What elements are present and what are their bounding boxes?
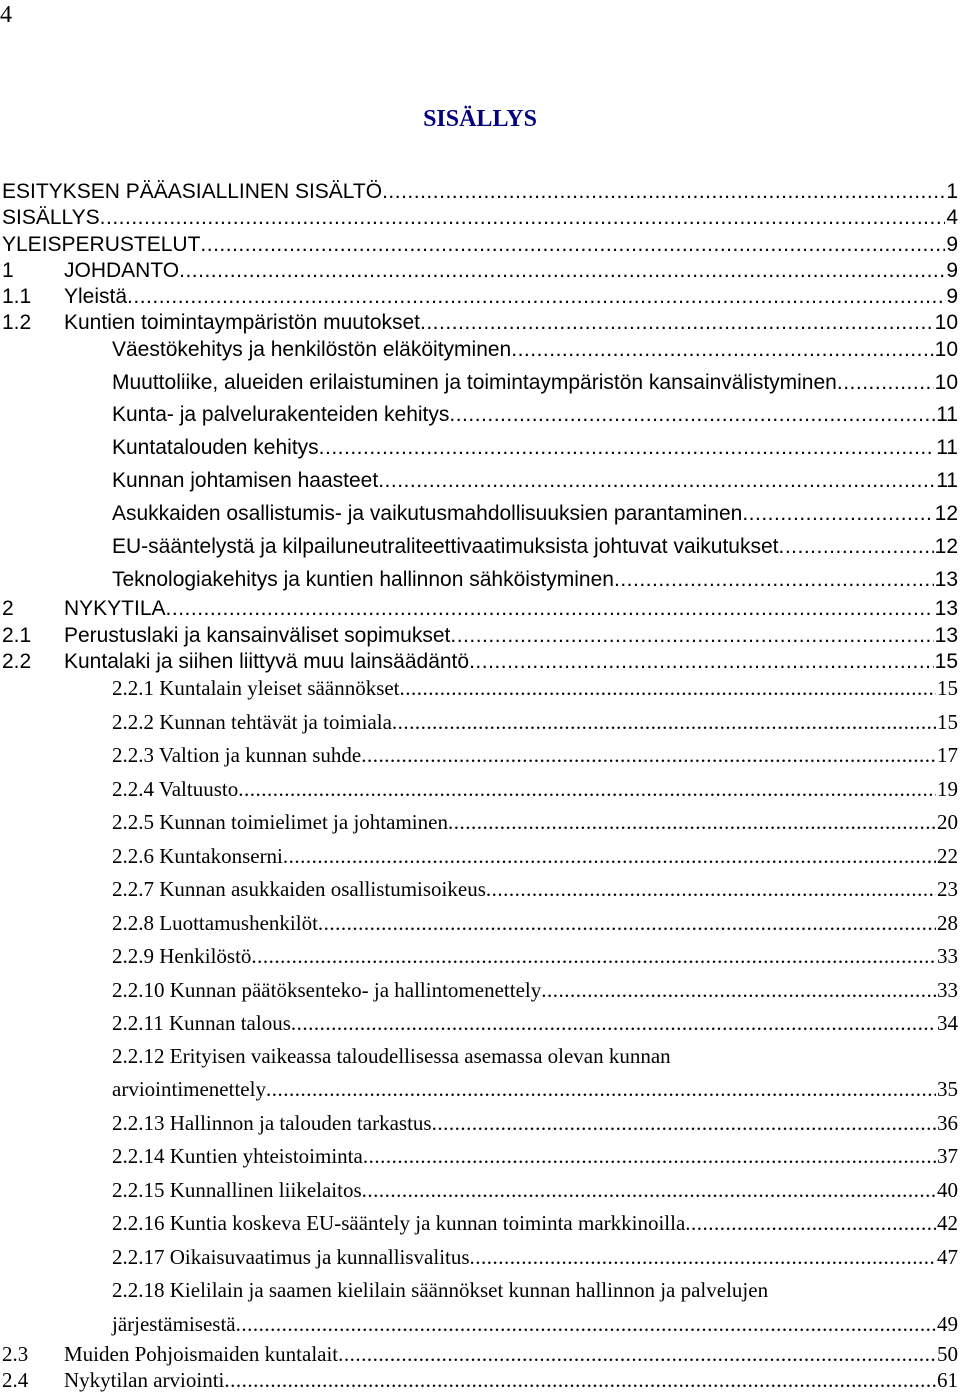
toc-entry-page: 36 <box>937 1111 958 1135</box>
toc-entry-title: Kunta- ja palvelurakenteiden kehitys <box>112 403 450 426</box>
toc-entry-page: 23 <box>937 877 958 901</box>
toc-entry-title: JOHDANTO <box>64 259 180 282</box>
dot-leader <box>392 710 936 735</box>
toc-entry-number: 2.3 <box>2 1342 29 1366</box>
dot-leader <box>127 285 945 309</box>
toc-entry-page: 15 <box>934 650 958 673</box>
toc-entry[interactable] <box>0 1368 958 1398</box>
toc-entry-title: 2.2.17 Oikaisuvaatimus ja kunnallisvalitus <box>112 1245 470 1269</box>
toc-entry[interactable] <box>0 568 958 598</box>
toc-entry-page: 47 <box>937 1245 958 1269</box>
toc-entry[interactable] <box>0 597 958 627</box>
toc-entry-title: Nykytilan arviointi <box>64 1368 225 1392</box>
toc-entry-page: 1 <box>946 180 958 203</box>
toc-entry-page: 13 <box>934 568 958 591</box>
dot-leader <box>100 206 946 230</box>
toc-entry-page: 17 <box>937 743 958 767</box>
dot-leader <box>470 1245 936 1270</box>
toc-entry-title: Muuttoliike, alueiden erilaistuminen ja toimintaympäristön kansainvälistyminen <box>112 371 837 394</box>
dot-leader <box>486 877 936 902</box>
toc-entry-page: 34 <box>937 1011 958 1035</box>
toc-entry[interactable] <box>0 743 958 773</box>
toc-entry[interactable] <box>0 1245 958 1275</box>
toc-entry-title: 2.2.15 Kunnallinen liikelaitos <box>112 1178 362 1202</box>
toc-entry[interactable] <box>0 535 958 565</box>
toc-entry-page: 28 <box>937 911 958 935</box>
toc-entry-page: 15 <box>937 710 958 734</box>
toc-entry-page: 11 <box>936 403 958 426</box>
toc-entry-title: 2.2.18 Kielilain ja saamen kielilain säännökset kunnan hallinnon ja palvelujen <box>112 1278 769 1302</box>
dot-leader <box>450 624 933 648</box>
toc-entry-page: 9 <box>946 233 958 256</box>
toc-entry[interactable] <box>0 911 958 941</box>
dot-leader <box>179 259 945 283</box>
toc-entry-page: 10 <box>934 338 958 361</box>
dot-leader <box>251 944 936 969</box>
toc-entry[interactable] <box>0 844 958 874</box>
dot-leader <box>361 743 936 768</box>
dot-leader <box>291 1011 936 1036</box>
toc-entry[interactable] <box>0 978 958 1008</box>
dot-leader <box>685 1211 936 1236</box>
toc-entry[interactable] <box>0 502 958 532</box>
dot-leader <box>319 436 936 460</box>
toc-entry-page: 13 <box>934 624 958 647</box>
toc-entry-page: 33 <box>937 944 958 968</box>
toc-entry-title: Yleistä <box>64 285 128 308</box>
toc-entry[interactable] <box>0 676 958 706</box>
toc-entry-page: 15 <box>937 676 958 700</box>
dot-leader <box>511 338 933 362</box>
toc-entry[interactable] <box>0 1312 958 1342</box>
toc-entry-page: 22 <box>937 844 958 868</box>
dot-leader <box>378 469 935 493</box>
toc-entry-number: 2.2 <box>2 650 32 673</box>
toc-entry-title: Väestökehitys ja henkilöstön eläköityminen <box>112 338 512 361</box>
dot-leader <box>266 1077 936 1102</box>
dot-leader <box>541 978 936 1003</box>
page-number: 4 <box>0 2 12 28</box>
dot-leader <box>283 844 936 869</box>
toc-entry-number: 2.1 <box>2 624 32 647</box>
toc-entry[interactable] <box>0 311 958 341</box>
toc-entry-number: 2.4 <box>2 1368 29 1392</box>
toc-entry-page: 49 <box>937 1312 958 1336</box>
toc-entry-title: 2.2.10 Kunnan päätöksenteko- ja hallintomenettely <box>112 978 542 1002</box>
toc-entry[interactable] <box>0 371 958 401</box>
toc-entry[interactable] <box>0 1011 958 1041</box>
dot-leader <box>200 233 945 257</box>
toc-entry-title: Kunnan johtamisen haasteet <box>112 469 379 492</box>
toc-entry[interactable] <box>0 710 958 740</box>
toc-entry[interactable] <box>0 877 958 907</box>
toc-entry-page: 20 <box>937 810 958 834</box>
dot-leader <box>338 1342 936 1367</box>
toc-entry-title: Kuntalaki ja siihen liittyvä muu lainsäädäntö <box>64 650 470 673</box>
dot-leader <box>318 911 936 936</box>
toc-entry-title: Teknologiakehitys ja kuntien hallinnon sähköistyminen <box>112 568 614 591</box>
toc-entry-page: 4 <box>946 206 958 229</box>
toc-entry-number: 1.2 <box>2 311 32 334</box>
dot-leader <box>449 403 935 427</box>
toc-entry-title: Muiden Pohjoismaiden kuntalait <box>64 1342 339 1366</box>
toc-entry-title: ESITYKSEN PÄÄASIALLINEN SISÄLTÖ <box>2 180 383 203</box>
dot-leader <box>166 597 934 621</box>
toc-entry-title: 2.2.8 Luottamushenkilöt <box>112 911 318 935</box>
toc-entry-page: 40 <box>937 1178 958 1202</box>
toc-entry-title: NYKYTILA <box>64 597 166 620</box>
dot-leader <box>432 1111 936 1136</box>
toc-entry-title: Kuntien toimintaympäristön muutokset <box>64 311 421 334</box>
toc-entry[interactable] <box>0 1211 958 1241</box>
toc-entry-page: 10 <box>934 311 958 334</box>
toc-entry-title: 2.2.4 Valtuusto <box>112 777 239 801</box>
toc-entry-title: 2.2.16 Kuntia koskeva EU-sääntely ja kunnan toiminta markkinoilla <box>112 1211 686 1235</box>
toc-entry[interactable] <box>0 403 958 433</box>
toc-entry-page: 11 <box>936 436 958 459</box>
toc-entry-title-continuation: arviointimenettely <box>112 1077 266 1101</box>
dot-leader <box>238 777 936 802</box>
toc-entry-title: Kuntatalouden kehitys <box>112 436 319 459</box>
toc-entry-page: 12 <box>934 535 958 558</box>
toc-entry[interactable] <box>0 1111 958 1141</box>
toc-entry-title: YLEISPERUSTELUT <box>2 233 201 256</box>
toc-entry-page: 13 <box>934 597 958 620</box>
toc-entry-title: 2.2.14 Kuntien yhteistoiminta <box>112 1144 363 1168</box>
dot-leader <box>837 371 934 395</box>
toc-entry-title: EU-sääntelystä ja kilpailuneutraliteettivaatimuksista johtuvat vaikutukset <box>112 535 779 558</box>
dot-leader <box>363 1144 936 1169</box>
toc-entry-page: 50 <box>937 1342 958 1366</box>
toc-entry-title: 2.2.13 Hallinnon ja talouden tarkastus <box>112 1111 432 1135</box>
dot-leader <box>779 535 934 559</box>
toc-entry-title: 2.2.2 Kunnan tehtävät ja toimiala <box>112 710 392 734</box>
toc-entry-page: 61 <box>937 1368 958 1392</box>
dot-leader <box>382 180 945 204</box>
toc-entry[interactable] <box>0 810 958 840</box>
toc-entry-title: Asukkaiden osallistumis- ja vaikutusmahdollisuuksien parantaminen <box>112 502 743 525</box>
toc-entry-title: 2.2.7 Kunnan asukkaiden osallistumisoikeus <box>112 877 486 901</box>
toc-entry-title: 2.2.5 Kunnan toimielimet ja johtaminen <box>112 810 448 834</box>
toc-entry-title: 2.2.12 Erityisen vaikeassa taloudellisessa asemassa olevan kunnan <box>112 1044 671 1068</box>
toc-entry[interactable] <box>0 206 958 236</box>
dot-leader <box>448 810 936 835</box>
dot-leader <box>224 1368 936 1393</box>
toc-entry-page: 12 <box>934 502 958 525</box>
toc-entry[interactable] <box>0 1178 958 1208</box>
toc-entry-number: 1 <box>2 259 14 282</box>
toc-entry-page: 19 <box>937 777 958 801</box>
dot-leader <box>420 311 934 335</box>
toc-entry-page: 9 <box>946 259 958 282</box>
toc-entry-page: 42 <box>937 1211 958 1235</box>
page-title: SISÄLLYS <box>423 106 537 132</box>
toc-entry-title: Perustuslaki ja kansainväliset sopimukset <box>64 624 451 647</box>
toc-entry-page: 37 <box>937 1144 958 1168</box>
toc-entry-title-continuation: järjestämisestä <box>112 1312 236 1336</box>
toc-entry[interactable] <box>0 469 958 499</box>
toc-entry-page: 10 <box>934 371 958 394</box>
toc-entry-title: 2.2.9 Henkilöstö <box>112 944 252 968</box>
dot-leader <box>469 650 934 674</box>
toc-entry-page: 11 <box>936 469 958 492</box>
toc-entry[interactable] <box>0 1144 958 1174</box>
toc-entry[interactable] <box>0 1077 958 1107</box>
toc-entry[interactable] <box>0 777 958 807</box>
toc-entry-title: 2.2.11 Kunnan talous <box>112 1011 291 1035</box>
toc-entry[interactable] <box>0 944 958 974</box>
toc-entry-number: 1.1 <box>2 285 32 308</box>
toc-entry-page: 35 <box>937 1077 958 1101</box>
dot-leader <box>362 1178 936 1203</box>
dot-leader <box>742 502 933 526</box>
toc-entry[interactable] <box>0 436 958 466</box>
toc-entry-page: 33 <box>937 978 958 1002</box>
toc-entry-number: 2 <box>2 597 14 620</box>
toc-entry[interactable] <box>0 338 958 368</box>
toc-entry-page: 9 <box>946 285 958 308</box>
toc-entry-title: 2.2.3 Valtion ja kunnan suhde <box>112 743 362 767</box>
dot-leader <box>614 568 934 592</box>
toc-entry-title: 2.2.6 Kuntakonserni <box>112 844 283 868</box>
dot-leader <box>400 676 936 701</box>
toc-entry-title: 2.2.1 Kuntalain yleiset säännökset <box>112 676 400 700</box>
toc-entry-title: SISÄLLYS <box>2 206 100 229</box>
dot-leader <box>236 1312 936 1337</box>
